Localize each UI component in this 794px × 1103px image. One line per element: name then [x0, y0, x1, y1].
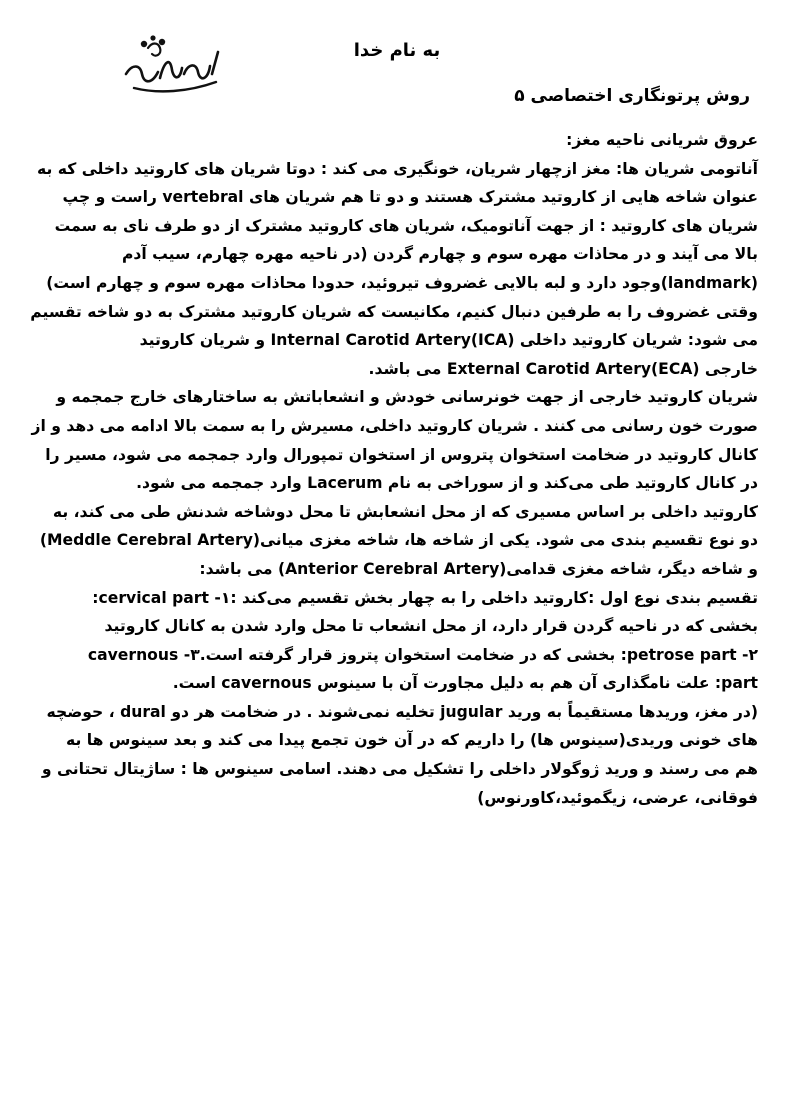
body-line: شریان های کاروتید : از جهت آناتومیک، شریان های کاروتید مشترک از دو طرف نای به سمت [54, 216, 758, 235]
body-line: صورت خون رسانی می کنند . شریان کاروتید داخلی، مسیرش را به سمت بالا ادامه می دهد و از [31, 416, 758, 435]
body-line: می شود: شریان کاروتید داخلی (Internal Carotid Artery(ICA و شریان کاروتید [139, 331, 758, 350]
body-line: وقتی غضروف را به طرفین دنبال کنیم، مکانیست که شریان کاروتید مشترک به دو شاخه تقسیم [30, 302, 758, 321]
body-line: part: علت نامگذاری آن هم به دلیل مجاورت آن با سینوس cavernous است. [172, 674, 758, 693]
body-line: و شاخه دیگر، شاخه مغزی قدامی(Anterior Cerebral Artery) می باشد: [199, 559, 758, 578]
body-line: عنوان شاخه هایی از کاروتید مشترک هستند و دو تا هم شریان های vertebral راست و چپ [62, 188, 758, 207]
section-heading: عروق شریانی ناحیه مغز: [566, 131, 758, 149]
body-line: کاروتید داخلی بر اساس مسیری که از محل انشعابش تا محل دوشاخه شدنش طی می کند، به [52, 502, 758, 521]
body-line: تقسیم بندی نوع اول :کاروتید داخلی را به چهار بخش تقسیم می‌کند :۱- cervical part: [92, 588, 758, 607]
body-line: کانال کاروتید در ضخامت استخوان پتروس از استخوان تمپورال وارد جمجمه می شود، مسیر را [45, 445, 758, 464]
body-line: (landmark)وجود دارد و لبه بالایی غضروف تیروئید، حدودا محاذات مهره سوم و چهارم است) [46, 273, 758, 292]
body-line: بالا می آیند و در محاذات مهره سوم و چهارم گردن (در ناحیه مهره چهارم، سیب آدم [121, 245, 758, 264]
body-line: بخشی که در ناحیه گردن قرار دارد، از محل انشعاب تا محل وارد شدن به کانال کاروتید [104, 617, 758, 636]
body-line: دو نوع تقسیم بندی می شود. یکی از شاخه ها، شاخه مغزی میانی(Meddle Cerebral Artery) [39, 531, 758, 550]
body-line: فوقانی، عرضی، زیگموئید،کاورنوس) [477, 788, 758, 807]
page-title: به نام خدا [353, 40, 441, 61]
body-line: (در مغز، وریدها مستقیماً به ورید jugular تخلیه نمی‌شوند . در ضخامت هر دو dural ، حوضچه [46, 702, 758, 721]
document-subtitle: روش پرتونگاری اختصاصی ۵ [514, 86, 750, 106]
radiology-logo [118, 34, 228, 96]
document-body [30, 126, 758, 812]
body-line: آناتومی شریان ها: مغز ازچهار شریان، خونگیری می کند : دوتا شریان های کاروتید داخلی که به [37, 159, 758, 178]
body-line: هم می رسند و ورید ژوگولار داخلی را تشکیل می دهند. اسامی سینوس ها : ساژیتال تحتانی و [41, 760, 758, 779]
body-line: خارجی (External Carotid Artery(ECA می باشد. [368, 359, 758, 378]
body-line: شریان کاروتید خارجی از جهت خونرسانی خودش و انشعاباتش به ساختارهای خارج جمجمه و [56, 388, 758, 407]
body-line: در کانال کاروتید طی می‌کند و از سوراخی به نام Lacerum وارد جمجمه می شود. [136, 474, 758, 493]
body-line: ۲- petrose part: بخشی که در ضخامت استخوان پتروز قرار گرفته است.۳- cavernous [87, 645, 758, 664]
body-line: های خونی وریدی(سینوس ها) را داریم که در آن خون تجمع پیدا می کند و بعد سینوس ها به [66, 731, 758, 750]
